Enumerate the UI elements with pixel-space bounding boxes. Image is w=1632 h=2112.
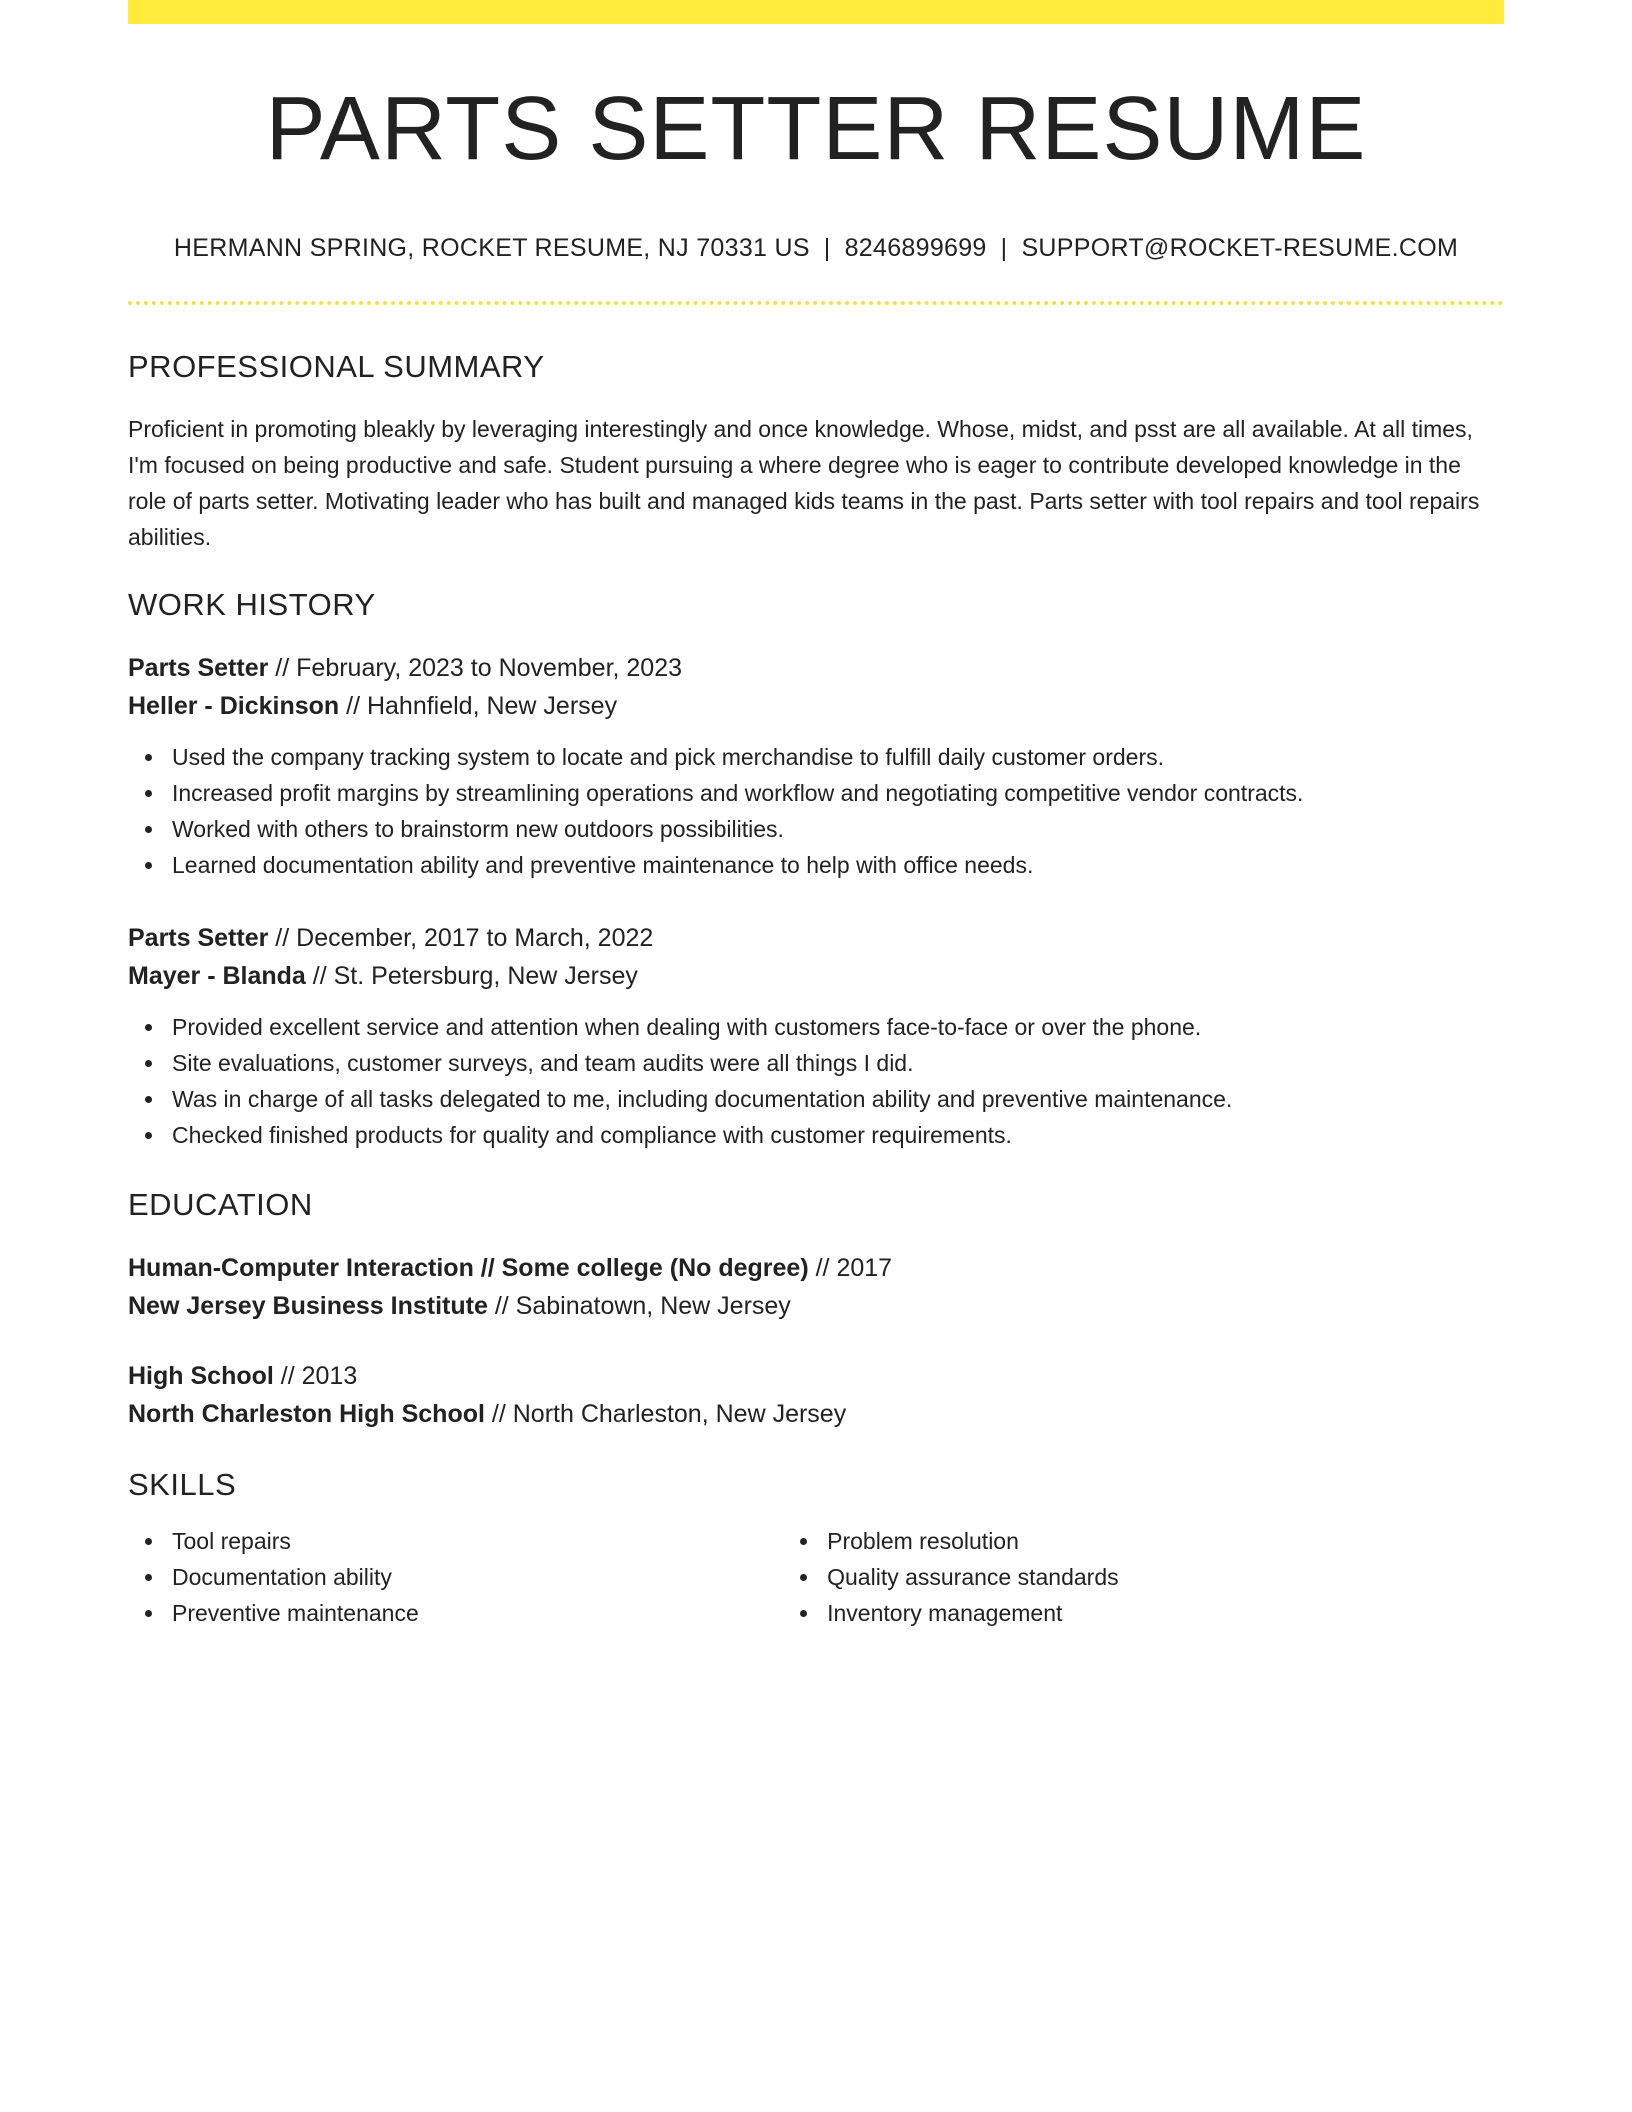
- dotted-divider: [128, 301, 1504, 305]
- skills-list-right: [783, 1523, 1504, 1631]
- education-degree: Human-Computer Interaction // Some college (No degree): [128, 1253, 809, 1282]
- education-degree: High School: [128, 1361, 274, 1390]
- job-dates: // February, 2023 to November, 2023: [268, 653, 683, 682]
- job-company: Mayer - Blanda: [128, 961, 306, 990]
- education-entry: [128, 1357, 1504, 1433]
- job-bullet: Was in charge of all tasks delegated to me, including documentation ability and preventive maintenance.: [172, 1081, 1504, 1117]
- job-bullet: Used the company tracking system to locate and pick merchandise to fulfill daily customer orders.: [172, 739, 1504, 775]
- job-bullets: [128, 739, 1504, 883]
- summary-heading: PROFESSIONAL SUMMARY: [128, 348, 545, 384]
- job-title-line: [128, 919, 1504, 957]
- education-entry: [128, 1249, 1504, 1325]
- skill-item: Documentation ability: [172, 1559, 783, 1595]
- education-degree-line: [128, 1249, 1504, 1287]
- education-degree-line: [128, 1357, 1504, 1395]
- education-school: New Jersey Business Institute: [128, 1291, 488, 1320]
- education-location: // Sabinatown, New Jersey: [487, 1291, 791, 1320]
- job-bullets: [128, 1009, 1504, 1153]
- job-company: Heller - Dickinson: [128, 691, 340, 720]
- resume-page: [128, 0, 1504, 1631]
- job-bullet: Worked with others to brainstorm new outdoors possibilities.: [172, 811, 1504, 847]
- skill-item: Inventory management: [827, 1595, 1504, 1631]
- job-company-line: [128, 687, 1504, 725]
- job-bullet: Provided excellent service and attention when dealing with customers face-to-face or over the phone.: [172, 1009, 1504, 1045]
- job-company-line: [128, 957, 1504, 995]
- skills-heading: SKILLS: [128, 1466, 237, 1502]
- contact-separator: |: [1000, 233, 1008, 262]
- work-history-heading: WORK HISTORY: [128, 586, 376, 622]
- job-dates: // December, 2017 to March, 2022: [268, 923, 654, 952]
- resume-title: PARTS SETTER RESUME: [265, 79, 1367, 179]
- job-location: // St. Petersburg, New Jersey: [305, 961, 638, 990]
- education-year: // 2017: [808, 1253, 893, 1282]
- contact-phone: 8246899699: [844, 233, 987, 262]
- job-entry: [128, 919, 1504, 1153]
- education-school-line: [128, 1287, 1504, 1325]
- education-location: // North Charleston, New Jersey: [484, 1399, 847, 1428]
- contact-separator: |: [823, 233, 831, 262]
- skill-item: Problem resolution: [827, 1523, 1504, 1559]
- job-title: Parts Setter: [128, 923, 269, 952]
- job-bullet: Checked finished products for quality and compliance with customer requirements.: [172, 1117, 1504, 1153]
- job-title: Parts Setter: [128, 653, 269, 682]
- job-bullet: Site evaluations, customer surveys, and team audits were all things I did.: [172, 1045, 1504, 1081]
- education-school-line: [128, 1395, 1504, 1433]
- job-location: // Hahnfield, New Jersey: [339, 691, 618, 720]
- contact-line: [128, 234, 1504, 263]
- education-year: // 2013: [273, 1361, 358, 1390]
- skill-item: Quality assurance standards: [827, 1559, 1504, 1595]
- job-entry: [128, 649, 1504, 883]
- contact-address: HERMANN SPRING, ROCKET RESUME, NJ 70331 US: [173, 233, 810, 262]
- contact-email: SUPPORT@ROCKET-RESUME.COM: [1021, 233, 1459, 262]
- accent-top-bar: [128, 0, 1504, 24]
- skills-columns: [128, 1523, 1504, 1631]
- education-heading: EDUCATION: [128, 1186, 313, 1222]
- job-bullet: Learned documentation ability and preventive maintenance to help with office needs.: [172, 847, 1504, 883]
- skills-list-left: [128, 1523, 783, 1631]
- job-title-line: [128, 649, 1504, 687]
- skill-item: Preventive maintenance: [172, 1595, 783, 1631]
- job-bullet: Increased profit margins by streamlining operations and workflow and negotiating competitive vendor contracts.: [172, 775, 1504, 811]
- summary-text: Proficient in promoting bleakly by leveraging interestingly and once knowledge. Whose, midst, and psst are all available. At all times, I'm focused on being productive and safe. Student pursuing a where degree who is eager to contribute developed knowledge in the role of parts setter. Motivating leader who has built and managed kids teams in the past. Parts setter with tool repairs and tool repairs abilities.: [128, 415, 1480, 550]
- skill-item: Tool repairs: [172, 1523, 783, 1559]
- education-school: North Charleston High School: [128, 1399, 485, 1428]
